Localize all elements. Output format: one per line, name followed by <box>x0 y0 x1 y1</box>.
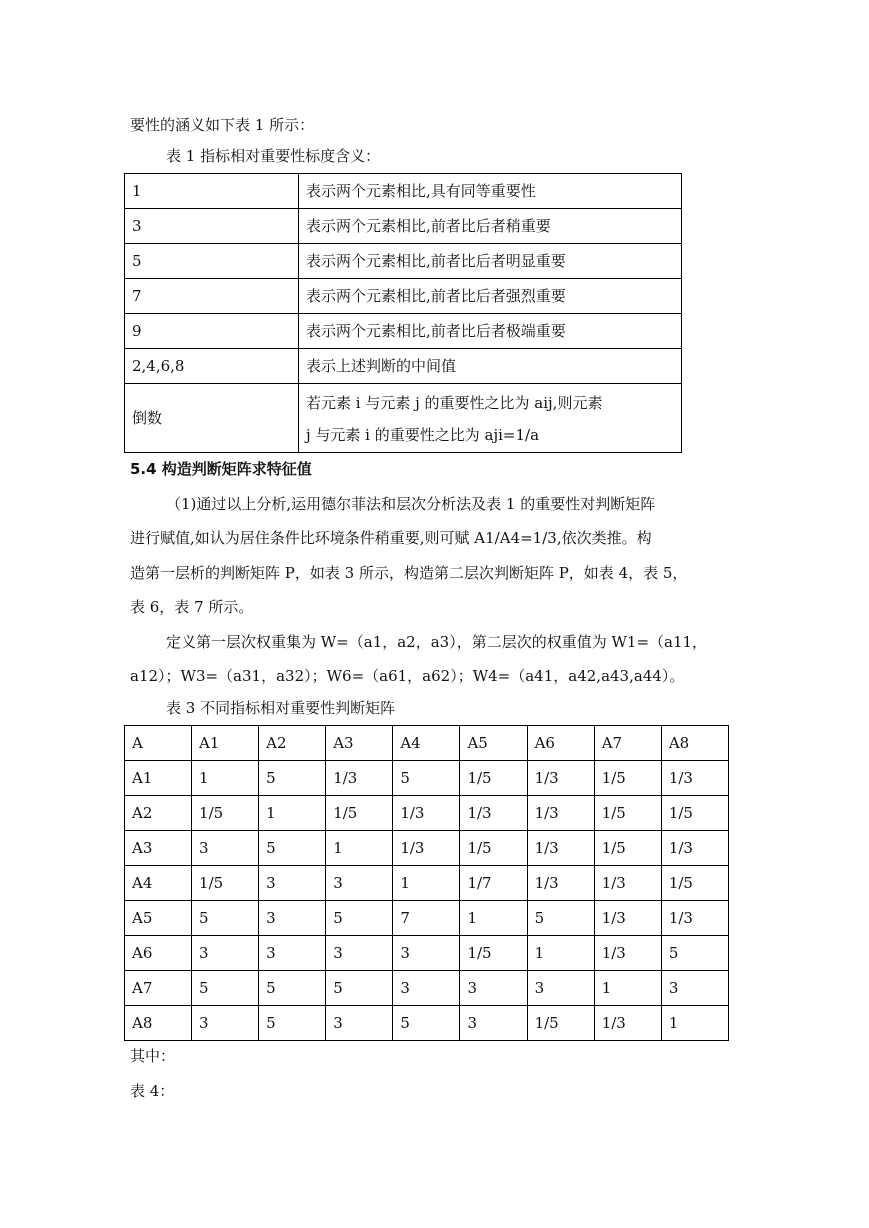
table-cell: A5 <box>460 726 527 761</box>
table-cell: 表示上述判断的中间值 <box>299 349 682 384</box>
table-row <box>125 209 682 244</box>
table-cell: 1 <box>393 866 460 901</box>
table-cell: 5 <box>326 971 393 1006</box>
table-cell: 5 <box>393 761 460 796</box>
table-cell: 5 <box>125 244 299 279</box>
table-cell: 1/5 <box>661 866 728 901</box>
paragraph-line: 造第一层析的判断矩阵 P，如表 3 所示，构造第二层次判断矩阵 P，如表 4，表 5， <box>130 564 688 582</box>
table-cell: A8 <box>125 1006 192 1041</box>
table-row <box>125 314 682 349</box>
table-cell: 1 <box>527 936 594 971</box>
table-cell: 1/5 <box>661 796 728 831</box>
paragraph-line: a12）；W3=（a31，a32）；W6=（a61，a62）；W4=（a41，a42,a43,a44）。 <box>130 667 685 685</box>
table-cell: 5 <box>393 1006 460 1041</box>
table-cell: 1 <box>460 901 527 936</box>
table-cell: 1 <box>125 174 299 209</box>
table-row <box>125 174 682 209</box>
table-cell: 5 <box>192 901 259 936</box>
paragraph-line: 定义第一层次权重集为 W=（a1，a2，a3），第二层次的权重值为 W1=（a11， <box>166 633 708 651</box>
table-cell: 7 <box>393 901 460 936</box>
table-cell: A1 <box>192 726 259 761</box>
table-cell: 3 <box>259 901 326 936</box>
table3-caption: 表 3 不同指标相对重要性判断矩阵 <box>166 699 396 717</box>
table-row <box>125 384 682 453</box>
table-row <box>125 971 729 1006</box>
table-cell: 1/3 <box>594 866 661 901</box>
table-cell: 1/5 <box>594 796 661 831</box>
table-cell: 1/5 <box>594 761 661 796</box>
table-cell: 1/5 <box>326 796 393 831</box>
table-cell: A1 <box>125 761 192 796</box>
paragraph-line: （1)通过以上分析,运用德尔菲法和层次分析法及表 1 的重要性对判断矩阵 <box>166 495 656 513</box>
table-cell: 倒数 <box>125 384 299 453</box>
table-cell: 3 <box>393 936 460 971</box>
table-cell: 5 <box>259 1006 326 1041</box>
table-cell: 1/3 <box>460 796 527 831</box>
table-cell: 1/3 <box>393 796 460 831</box>
table-cell: 1/3 <box>661 901 728 936</box>
table-row <box>125 936 729 971</box>
table-cell: A7 <box>125 971 192 1006</box>
table-cell: 9 <box>125 314 299 349</box>
table-cell: 1 <box>259 796 326 831</box>
table-cell: A8 <box>661 726 728 761</box>
table-cell: 1/3 <box>326 761 393 796</box>
table-cell: 5 <box>527 901 594 936</box>
table-cell: 3 <box>259 936 326 971</box>
table-cell: 表示两个元素相比,具有同等重要性 <box>299 174 682 209</box>
table-row <box>125 279 682 314</box>
table-cell: 5 <box>661 936 728 971</box>
table-cell: A3 <box>326 726 393 761</box>
table-cell: 3 <box>527 971 594 1006</box>
paragraph-line: 表 6，表 7 所示。 <box>130 598 254 616</box>
table-cell: 1/3 <box>594 901 661 936</box>
table-cell: 3 <box>192 1006 259 1041</box>
table-cell: 3 <box>125 209 299 244</box>
table-cell: 1/3 <box>527 831 594 866</box>
table-cell: 1 <box>594 971 661 1006</box>
table-row <box>125 866 729 901</box>
table1-caption: 表 1 指标相对重要性标度含义： <box>166 147 381 165</box>
table-row <box>125 796 729 831</box>
table-cell: 1 <box>661 1006 728 1041</box>
table-cell: 1/5 <box>594 831 661 866</box>
table-cell: 5 <box>326 901 393 936</box>
table-cell: 1/5 <box>460 761 527 796</box>
table-cell: 3 <box>460 1006 527 1041</box>
section-heading: 5.4 构造判断矩阵求特征值 <box>130 460 312 478</box>
table-cell: 1/7 <box>460 866 527 901</box>
after-table-text: 其中： <box>130 1047 176 1065</box>
intro-line: 要性的涵义如下表 1 所示： <box>130 116 315 134</box>
table-cell: A2 <box>259 726 326 761</box>
table-cell: A2 <box>125 796 192 831</box>
table4-label: 表 4： <box>130 1082 175 1100</box>
table-cell: 7 <box>125 279 299 314</box>
table-cell: 3 <box>326 866 393 901</box>
table-cell: 1/5 <box>192 796 259 831</box>
table-cell: A6 <box>125 936 192 971</box>
table-cell: A <box>125 726 192 761</box>
table-cell: 1/3 <box>594 1006 661 1041</box>
table-cell <box>299 384 682 453</box>
table-cell: 3 <box>326 936 393 971</box>
table-cell: 1/3 <box>661 761 728 796</box>
cell-line: j 与元素 i 的重要性之比为 aji=1/a <box>306 426 540 444</box>
judgment-matrix-table <box>124 725 729 1041</box>
table-cell: 表示两个元素相比,前者比后者极端重要 <box>299 314 682 349</box>
table-cell: 3 <box>661 971 728 1006</box>
table-cell: 3 <box>460 971 527 1006</box>
table-cell: A7 <box>594 726 661 761</box>
table-row <box>125 726 729 761</box>
table-cell: 3 <box>259 866 326 901</box>
table-cell: 表示两个元素相比,前者比后者强烈重要 <box>299 279 682 314</box>
table-cell: 1/3 <box>527 796 594 831</box>
table-cell: 表示两个元素相比,前者比后者明显重要 <box>299 244 682 279</box>
table-cell: 表示两个元素相比,前者比后者稍重要 <box>299 209 682 244</box>
cell-line: 若元素 i 与元素 j 的重要性之比为 aij,则元素 <box>306 394 603 412</box>
table-row <box>125 349 682 384</box>
table-cell: 1/3 <box>527 866 594 901</box>
table-cell: 3 <box>393 971 460 1006</box>
table-cell: 5 <box>259 761 326 796</box>
table-cell: 5 <box>192 971 259 1006</box>
table-cell: 1/5 <box>460 936 527 971</box>
table-cell: A5 <box>125 901 192 936</box>
table-cell: A6 <box>527 726 594 761</box>
table-cell: 1 <box>326 831 393 866</box>
table-row <box>125 831 729 866</box>
table-cell: A4 <box>125 866 192 901</box>
table-cell: 1/3 <box>527 761 594 796</box>
scale-meaning-table <box>124 173 682 453</box>
table-cell: 1 <box>192 761 259 796</box>
paragraph-line: 进行赋值,如认为居住条件比环境条件稍重要,则可赋 A1/A4=1/3,依次类推。构 <box>130 529 652 547</box>
table-cell: 1/3 <box>661 831 728 866</box>
table-cell: 1/5 <box>527 1006 594 1041</box>
table-row <box>125 901 729 936</box>
table-cell: 5 <box>259 831 326 866</box>
table-cell: 3 <box>192 936 259 971</box>
table-cell: A3 <box>125 831 192 866</box>
table-row <box>125 761 729 796</box>
table-cell: 1/3 <box>393 831 460 866</box>
table-cell: A4 <box>393 726 460 761</box>
table-cell: 1/3 <box>594 936 661 971</box>
table-cell: 2,4,6,8 <box>125 349 299 384</box>
table-cell: 1/5 <box>192 866 259 901</box>
table-cell: 5 <box>259 971 326 1006</box>
table-row <box>125 244 682 279</box>
table-cell: 1/5 <box>460 831 527 866</box>
table-row <box>125 1006 729 1041</box>
table-cell: 3 <box>192 831 259 866</box>
table-cell: 3 <box>326 1006 393 1041</box>
